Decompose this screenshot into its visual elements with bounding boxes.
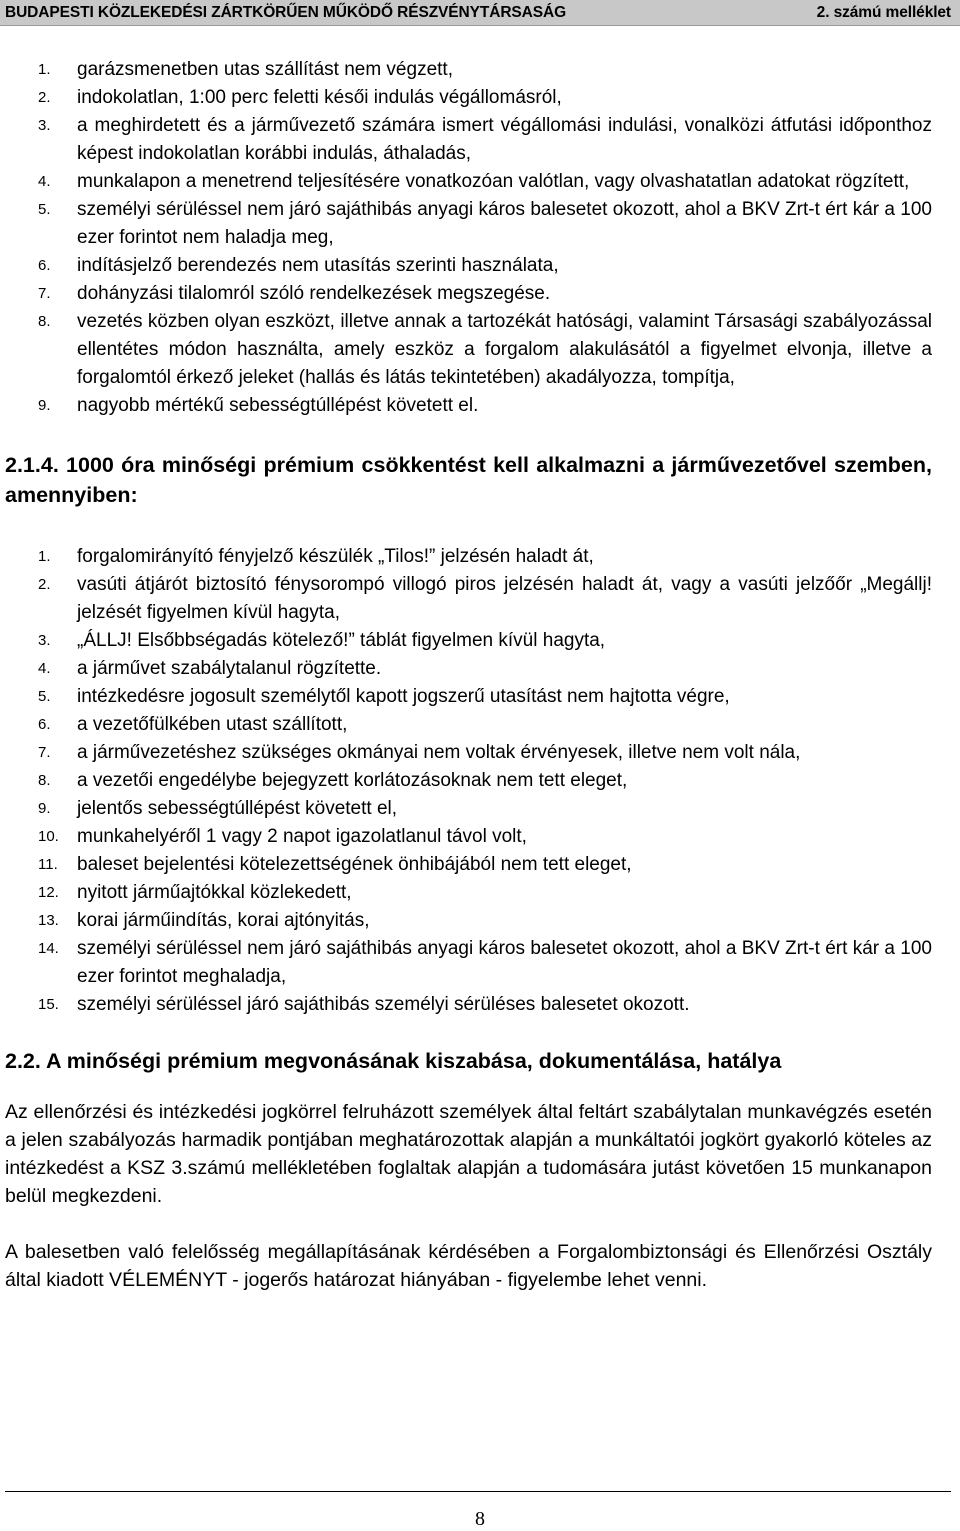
list-item	[0, 252, 960, 280]
list-item-text: intézkedésre jogosult személytől kapott jogszerű utasítást nem hajtotta végre,	[77, 686, 730, 707]
list-item	[0, 739, 960, 767]
list-item-number: 14.	[38, 940, 59, 957]
paragraph-procedure: Az ellenőrzési és intézkedési jogkörrel felruházott személyek által feltárt szabálytalan munkavégzés esetén a jelen szabályozás harmadik pontjában meghatározottak alapján a munkáltatói jogkört gyakorló köteles az intézkedést a KSZ 3.számú mellékletében foglaltak alapján a tudomására jutást követően 15 munkanapon belül megkezdeni.	[5, 1101, 932, 1207]
list-item-number: 2.	[38, 576, 51, 593]
annex-label: 2. számú melléklet	[816, 3, 951, 21]
list-item	[0, 823, 960, 851]
list-item	[0, 196, 960, 252]
list-item-number: 8.	[38, 772, 51, 789]
list-item-number: 3.	[38, 632, 51, 649]
list-item-text: a járművezetéshez szükséges okmányai nem voltak érvényesek, illetve nem volt nála,	[77, 742, 801, 763]
list-item-number: 4.	[38, 660, 51, 677]
list-item-number: 5.	[38, 201, 51, 218]
list-item-number: 1.	[38, 548, 51, 565]
list-item-text: vezetés közben olyan eszközt, illetve annak a tartozékát hatósági, valamint Társasági szabályozással ellentétes módon használta, amely eszköz a forgalom alakulásától a figyelmet elvonja, illetve a forgalomtól érkező jeleket (hallás és látás tekintetében) akadályozza, tompítja,	[77, 311, 932, 388]
list-item-text: személyi sérüléssel járó sajáthibás személyi sérüléses balesetet okozott.	[77, 994, 690, 1015]
list-item	[0, 795, 960, 823]
list-item-number: 5.	[38, 688, 51, 705]
list-item	[0, 627, 960, 655]
list-item-text: munkalapon a menetrend teljesítésére vonatkozóan valótlan, vagy olvashatatlan adatokat rögzített,	[77, 171, 910, 192]
list-item-text: a járművet szabálytalanul rögzítette.	[77, 658, 382, 679]
list-item-number: 15.	[38, 996, 59, 1013]
list-item-text: indításjelző berendezés nem utasítás szerinti használata,	[77, 255, 559, 276]
list-item	[0, 308, 960, 392]
company-name: BUDAPESTI KÖZLEKEDÉSI ZÁRTKÖRŰEN MŰKÖDŐ RÉSZVÉNYTÁRSASÁG	[5, 3, 567, 21]
paragraph-liability: A balesetben való felelősség megállapításának kérdésében a Forgalombiztonsági és Ellenőrzési Osztály által kiadott VÉLEMÉNYT - jogerős határozat hiányában - figyelembe lehet venni.	[5, 1241, 932, 1291]
list-item	[0, 56, 960, 84]
list-item	[0, 767, 960, 795]
list-item-text: nyitott járműajtókkal közlekedett,	[77, 882, 352, 903]
list-item	[0, 571, 960, 627]
list-item-number: 9.	[38, 397, 51, 414]
list-item-text: nagyobb mértékű sebességtúllépést követett el.	[77, 395, 479, 416]
list-item	[0, 711, 960, 739]
list-item-number: 3.	[38, 117, 51, 134]
list-item	[0, 683, 960, 711]
list-item-text: garázsmenetben utas szállítást nem végzett,	[77, 59, 453, 80]
list-item-text: baleset bejelentési kötelezettségének önhibájából nem tett eleget,	[77, 854, 632, 875]
list-item-text: „ÁLLJ! Elsőbbségadás kötelező!” táblát figyelmen kívül hagyta,	[77, 630, 606, 651]
list-item-text: forgalomirányító fényjelző készülék „Tilos!” jelzésén haladt át,	[77, 546, 594, 567]
list-item-number: 13.	[38, 912, 59, 929]
list-item-number: 11.	[38, 856, 58, 873]
list-item-number: 4.	[38, 173, 51, 190]
document-header	[0, 0, 960, 26]
page-number: 8	[475, 1508, 485, 1530]
violation-list-1	[0, 56, 960, 420]
footer-divider	[5, 1491, 951, 1492]
list-item-text: munkahelyéről 1 vagy 2 napot igazolatlanul távol volt,	[77, 826, 527, 847]
list-item-number: 2.	[38, 89, 51, 106]
list-item	[0, 168, 960, 196]
list-item	[0, 907, 960, 935]
list-item-text: dohányzási tilalomról szóló rendelkezések megszegése.	[77, 283, 551, 304]
list-item-text: jelentős sebességtúllépést követett el,	[77, 798, 398, 819]
list-item	[0, 543, 960, 571]
list-item-text: személyi sérüléssel nem járó sajáthibás anyagi káros balesetet okozott, ahol a BKV Zrt-t ért kár a 100 ezer forintot nem haladja meg,	[77, 199, 932, 248]
list-item-number: 12.	[38, 884, 59, 901]
violation-list-2	[0, 543, 960, 1019]
list-item-number: 8.	[38, 313, 51, 330]
list-item	[0, 84, 960, 112]
list-item	[0, 935, 960, 991]
list-item-number: 1.	[38, 61, 51, 78]
list-item-number: 7.	[38, 285, 51, 302]
list-item	[0, 851, 960, 879]
list-item	[0, 655, 960, 683]
list-item-number: 10.	[38, 828, 59, 845]
list-item-text: személyi sérüléssel nem járó sajáthibás anyagi káros balesetet okozott, ahol a BKV Zrt-t ért kár a 100 ezer forintot meghaladja,	[77, 938, 932, 987]
list-item	[0, 991, 960, 1019]
section-heading-2-2: 2.2. A minőségi prémium megvonásának kiszabása, dokumentálása, hatálya	[5, 1049, 782, 1073]
list-item-text: a vezetői engedélybe bejegyzett korlátozásoknak nem tett eleget,	[77, 770, 628, 791]
list-item	[0, 112, 960, 168]
list-item	[0, 879, 960, 907]
list-item-number: 9.	[38, 800, 51, 817]
list-item	[0, 392, 960, 420]
list-item-text: a vezetőfülkében utast szállított,	[77, 714, 348, 735]
list-item-text: indokolatlan, 1:00 perc feletti késői indulás végállomásról,	[77, 87, 562, 108]
list-item-text: a meghirdetett és a járművezető számára ismert végállomási indulási, vonalközi átfutási időponthoz képest indokolatlan korábbi indulás, áthaladás,	[77, 115, 932, 164]
list-item	[0, 280, 960, 308]
list-item-text: korai járműindítás, korai ajtónyitás,	[77, 910, 370, 931]
list-item-text: vasúti átjárót biztosító fénysorompó villogó piros jelzésén haladt át, vagy a vasúti jelzőőr „Megállj! jelzését figyelmen kívül hagyta,	[77, 574, 932, 623]
list-item-number: 7.	[38, 744, 51, 761]
section-heading-2-1-4: 2.1.4. 1000 óra minőségi prémium csökkentést kell alkalmazni a járművezetővel szemben, amennyiben:	[5, 453, 932, 507]
document-body	[0, 56, 960, 1294]
list-item-number: 6.	[38, 257, 51, 274]
list-item-number: 6.	[38, 716, 51, 733]
